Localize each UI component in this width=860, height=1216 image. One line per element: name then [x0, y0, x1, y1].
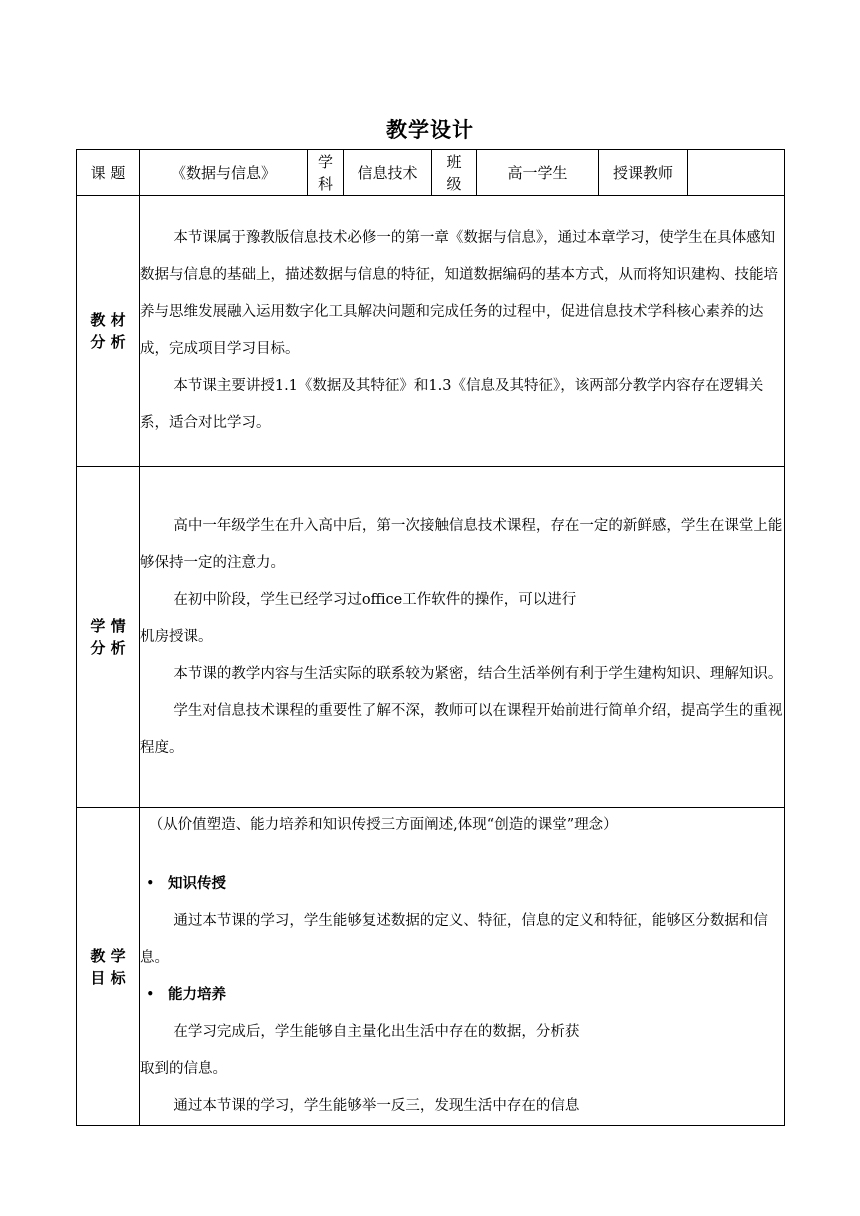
- student-paragraph-1: 高中一年级学生在升入高中后，第一次接触信息技术课程，存在一定的新鲜感，学生在课堂上能够保持一定的注意力。: [140, 517, 783, 571]
- knowledge-title: 知识传授: [168, 876, 226, 892]
- subject-value: 信息技术: [344, 150, 432, 196]
- knowledge-text: 通过本节课的学习，学生能够复述数据的定义、特征，信息的定义和特征，能够区分数据和信息。: [140, 913, 768, 966]
- student-paragraph-4: 学生对信息技术课程的重要性了解不深，教师可以在课程开始前进行简单介绍，提高学生的重视程度。: [140, 702, 783, 756]
- topic-label: 课 题: [77, 150, 140, 196]
- goals-note: （从价值塑造、能力培养和知识传授三方面阐述,体现“创造的课堂”理念）: [148, 817, 618, 833]
- ability-text-b: 取到的信息。: [140, 1061, 227, 1077]
- student-paragraph-3: 本节课的教学内容与生活实际的联系较为紧密，结合生活举例有利于学生建构知识、理解知识。: [173, 665, 783, 682]
- header-row: [77, 150, 785, 196]
- extra-text: 通过本节课的学习，学生能够举一反三，发现生活中存在的信息: [173, 1098, 580, 1114]
- bullet-icon: •: [146, 987, 155, 1003]
- teaching-goals-row: [77, 808, 785, 1126]
- class-value: 高一学生: [477, 150, 599, 196]
- topic-value: 《数据与信息》: [140, 150, 308, 196]
- material-analysis-content: [140, 196, 785, 467]
- ability-title: 能力培养: [168, 987, 226, 1003]
- material-analysis-label: 教 材 分 析: [77, 196, 140, 467]
- student-analysis-label: 学 情 分 析: [77, 467, 140, 808]
- teacher-value: [688, 150, 785, 196]
- material-paragraph-2: 本节课主要讲授1.1《数据及其特征》和1.3《信息及其特征》，该两部分教学内容存在逻辑关系，适合对比学习。: [140, 378, 764, 431]
- subject-label: 学 科: [308, 150, 344, 196]
- class-label: 班 级: [432, 150, 477, 196]
- bullet-icon: •: [146, 876, 155, 892]
- student-analysis-row: [77, 467, 785, 808]
- student-paragraph-2b: 机房授课。: [140, 628, 213, 645]
- knowledge-bullet: [140, 866, 784, 903]
- student-paragraph-2a: 在初中阶段，学生已经学习过office工作软件的操作，可以进行: [173, 591, 577, 608]
- teacher-label: 授课教师: [599, 150, 688, 196]
- teaching-goals-label: 教 学 目 标: [77, 808, 140, 1126]
- page-title: 教学设计: [386, 118, 474, 142]
- material-analysis-row: [77, 196, 785, 467]
- lesson-design-table: [76, 149, 785, 1126]
- ability-text-a: 在学习完成后，学生能够自主量化出生活中存在的数据，分析获: [173, 1024, 580, 1040]
- student-analysis-content: [140, 467, 785, 808]
- material-paragraph-1: 本节课属于豫教版信息技术必修一的第一章《数据与信息》，通过本章学习，使学生在具体感知数据与信息的基础上，描述数据与信息的特征，知道数据编码的基本方式，从而将知识建构、技能培养与思维发展融入运用数字化工具解决问题和完成任务的过程中，促进信息技术学科核心素养的达成，完成项目学习目标。: [140, 230, 778, 357]
- teaching-goals-content: [140, 808, 785, 1126]
- ability-bullet: [140, 977, 784, 1014]
